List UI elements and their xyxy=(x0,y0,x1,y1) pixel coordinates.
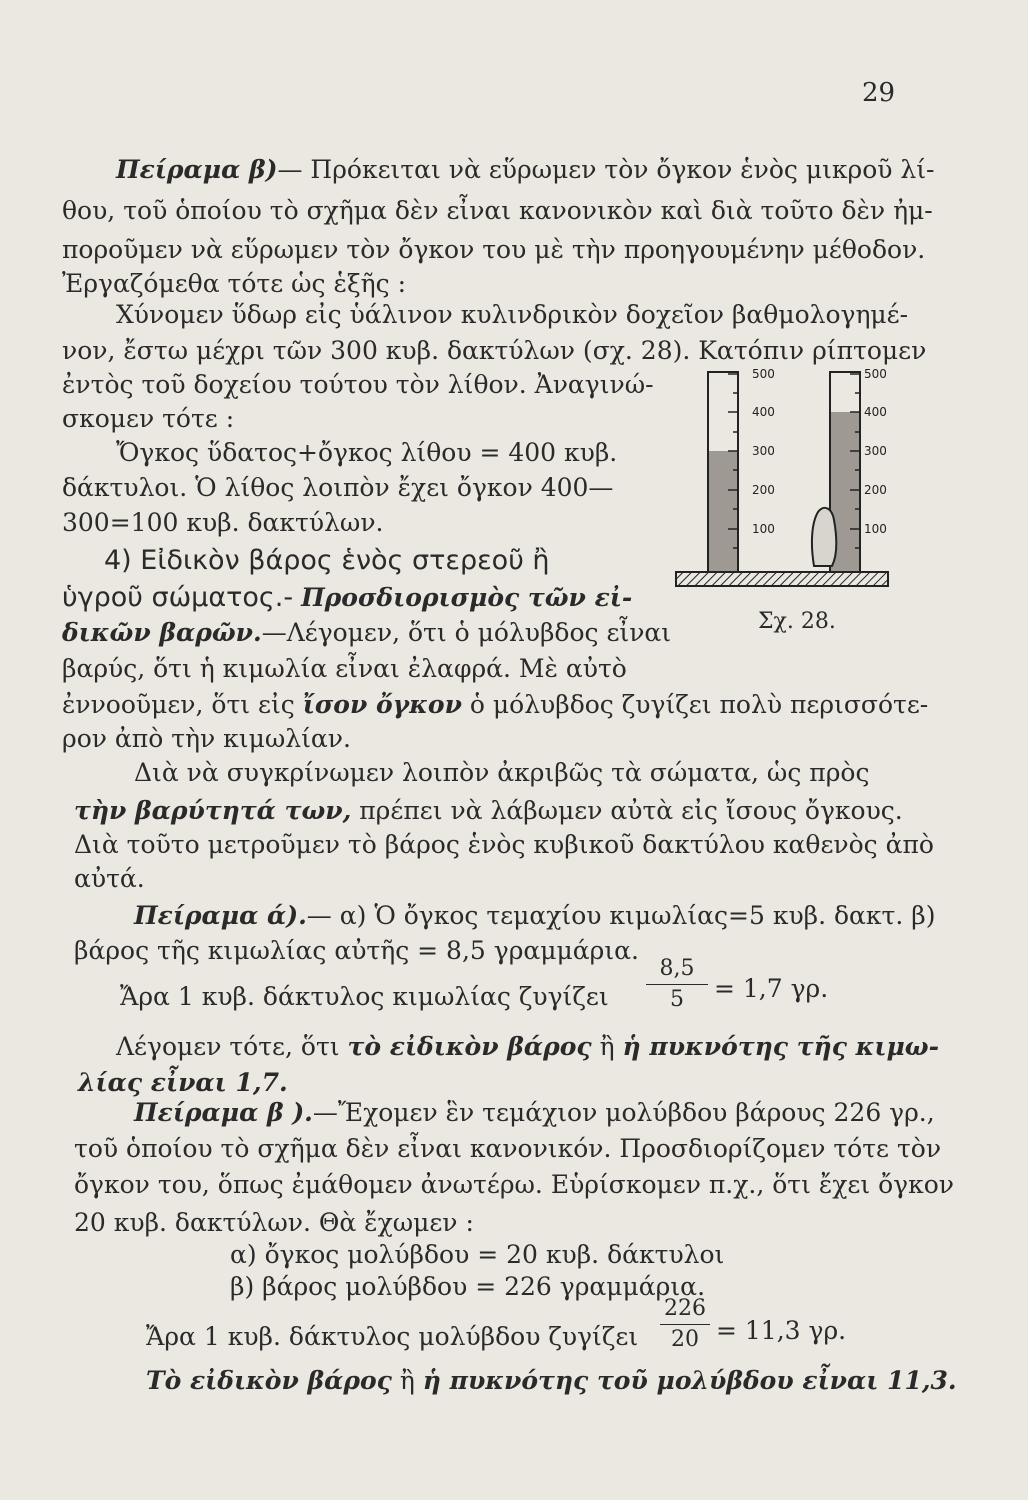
scale-label: 200 xyxy=(752,483,775,497)
text-line: Ἄρα 1 κυβ. δάκτυλος κιμωλίας ζυγίζει xyxy=(120,982,609,1011)
text-line xyxy=(134,1100,935,1125)
fraction-numerator: 226 xyxy=(664,1296,706,1321)
text-line: Χύνομεν ὕδωρ εἰς ὑάλινον κυλινδρικὸν δοχεῖον βαθμολογημέ- xyxy=(116,300,909,329)
text-span: — α) Ὁ ὄγκος τεμαχίου κιμωλίας=5 κυβ. δακτ. β) xyxy=(306,901,936,930)
text-span: ἐννοοῦμεν, ὅτι εἰς xyxy=(62,690,295,719)
experiment-b-text: — Πρόκειται νὰ εὕρωμεν τὸν ὄγκον ἑνὸς μικροῦ λί- xyxy=(277,155,935,184)
scale-label: 200 xyxy=(864,483,887,497)
text-line xyxy=(116,1034,939,1059)
base-plate xyxy=(676,572,888,586)
text-line: ἐντὸς τοῦ δοχείου τούτου τὸν λίθον. Ἀναγινώ- xyxy=(62,370,654,399)
scale-label: 400 xyxy=(752,405,775,419)
text-line xyxy=(62,692,928,717)
text-line xyxy=(62,620,671,645)
scale-label: 300 xyxy=(752,444,775,458)
text-line: ὄγκον του, ὅπως ἐμάθομεν ἀνωτέρω. Εὑρίσκομεν π.χ., ὅτι ἔχει ὄγκον xyxy=(74,1170,954,1199)
text-line: νον, ἔστω μέχρι τῶν 300 κυβ. δακτύλων (σχ. 28). Κατόπιν ρίπτομεν xyxy=(62,336,927,365)
emphasis: ἡ πυκνότης τοῦ μολύβδου εἶναι 11,3. xyxy=(422,1366,957,1395)
text-line xyxy=(74,798,903,823)
text-line: ρον ἀπὸ τὴν κιμωλίαν. xyxy=(62,724,351,753)
scale-label: 500 xyxy=(864,367,887,381)
scale-label: 300 xyxy=(864,444,887,458)
text-span: ἢ xyxy=(599,1032,615,1061)
text-line: 300=100 κυβ. δακτύλων. xyxy=(62,508,384,537)
text-line: Ἄρα 1 κυβ. δάκτυλος μολύβδου ζυγίζει xyxy=(146,1322,639,1351)
text-span: ἢ xyxy=(399,1366,415,1395)
text-line: δάκτυλοι. Ὁ λίθος λοιπὸν ἔχει ὄγκον 400— xyxy=(62,473,614,502)
text-line: Ὄγκος ὕδατος+ὄγκος λίθου = 400 κυβ. xyxy=(116,438,618,467)
fraction-numerator: 8,5 xyxy=(659,956,695,981)
experiment-a-label: Πείραμα ά). xyxy=(134,901,307,930)
emphasis: τὴν βαρύτητά των, xyxy=(74,796,352,825)
text-line: βαρύς, ὅτι ἡ κιμωλία εἶναι ἐλαφρά. Μὲ αὐτὸ xyxy=(62,654,627,683)
scale-label: 400 xyxy=(864,405,887,419)
stone xyxy=(812,508,836,566)
subheading-cont: δικῶν βαρῶν. xyxy=(62,618,262,647)
text-line: τοῦ ὁποίου τὸ σχῆμα δὲν εἶναι κανονικόν. Προσδιορίζομεν τότε τὸν xyxy=(74,1134,942,1163)
scale-label: 100 xyxy=(752,522,775,536)
conclusion xyxy=(146,1368,957,1393)
text-line: βάρος τῆς κιμωλίας αὐτῆς = 8,5 γραμμάρια. xyxy=(74,936,639,965)
water-left xyxy=(709,451,737,572)
experiment-b-label: Πείραμα β) xyxy=(116,155,278,184)
section-heading-line-2 xyxy=(62,584,632,611)
text-line: Ἐργαζόμεθα τότε ὡς ἑξῆς : xyxy=(62,269,407,298)
result: = 1,7 γρ. xyxy=(714,974,829,1003)
fraction-bar xyxy=(660,1324,710,1325)
text-line: σκομεν τότε : xyxy=(62,404,235,433)
text-span: —Λέγομεν, ὅτι ὁ μόλυβδος εἶναι xyxy=(261,618,672,647)
scale-label: 100 xyxy=(864,522,887,536)
text-span: ὁ μόλυβδος ζυγίζει πολὺ περισσότε- xyxy=(469,690,929,719)
scale-label: 500 xyxy=(752,367,775,381)
section-heading-cont: ὑγροῦ σώματος.- xyxy=(62,582,294,613)
fraction-denominator: 20 xyxy=(671,1327,699,1352)
text-span: πρέπει νὰ λάβωμεν αὐτὰ εἰς ἴσους ὄγκους. xyxy=(359,796,903,825)
page-number: 29 xyxy=(862,78,896,108)
text-span: Λέγομεν τότε, ὅτι xyxy=(116,1032,340,1061)
fraction xyxy=(646,956,708,1012)
text-span: —Ἔχομεν ἓν τεμάχιον μολύβδου βάρους 226 γρ., xyxy=(312,1098,935,1127)
experiment-b2-label: Πείραμα β ). xyxy=(134,1098,313,1127)
text-line: Διὰ τοῦτο μετροῦμεν τὸ βάρος ἑνὸς κυβικοῦ δακτύλου καθενὸς ἀπὸ xyxy=(74,830,934,859)
emphasis: ἴσον ὄγκον xyxy=(302,690,462,719)
text-line: θου, τοῦ ὁποίου τὸ σχῆμα δὲν εἶναι κανονικὸν καὶ διὰ τοῦτο δὲν ἠμ- xyxy=(62,196,933,225)
figure-caption: Σχ. 28. xyxy=(758,609,836,634)
result: = 11,3 γρ. xyxy=(716,1316,847,1345)
text-line: α) ὄγκος μολύβδου = 20 κυβ. δάκτυλοι xyxy=(230,1240,725,1269)
text-line: β) βάρος μολύβδου = 226 γραμμάρια. xyxy=(230,1272,706,1301)
fraction-bar xyxy=(646,984,708,985)
subheading: Προσδιορισμὸς τῶν εἰ- xyxy=(301,583,633,612)
text-line: αὐτά. xyxy=(74,864,145,893)
scale-labels-right xyxy=(864,367,887,536)
text-line xyxy=(134,903,935,928)
section-heading: 4) Εἰδικὸν βάρος ἑνὸς στερεοῦ ἢ xyxy=(104,545,550,576)
emphasis: τὸ εἰδικὸν βάρος xyxy=(347,1032,592,1061)
text-line: λίας εἶναι 1,7. xyxy=(78,1068,288,1097)
fraction-denominator: 5 xyxy=(670,987,684,1012)
graduated-cylinders-illustration xyxy=(672,362,892,602)
scale-labels-left xyxy=(752,367,775,536)
fraction xyxy=(660,1296,710,1352)
emphasis: Τὸ εἰδικὸν βάρος xyxy=(146,1366,392,1395)
text-line: 20 κυβ. δακτύλων. Θὰ ἔχωμεν : xyxy=(74,1208,474,1237)
figure-28 xyxy=(672,362,892,606)
text-line: ποροῦμεν νὰ εὕρωμεν τὸν ὄγκον του μὲ τὴν προηγουμένην μέθοδον. xyxy=(62,235,926,264)
text-line: Διὰ νὰ συγκρίνωμεν λοιπὸν ἀκριβῶς τὰ σώματα, ὡς πρὸς xyxy=(134,758,870,787)
experiment-b-line-1 xyxy=(116,157,935,182)
emphasis: ἡ πυκνότης τῆς κιμω- xyxy=(622,1032,939,1061)
